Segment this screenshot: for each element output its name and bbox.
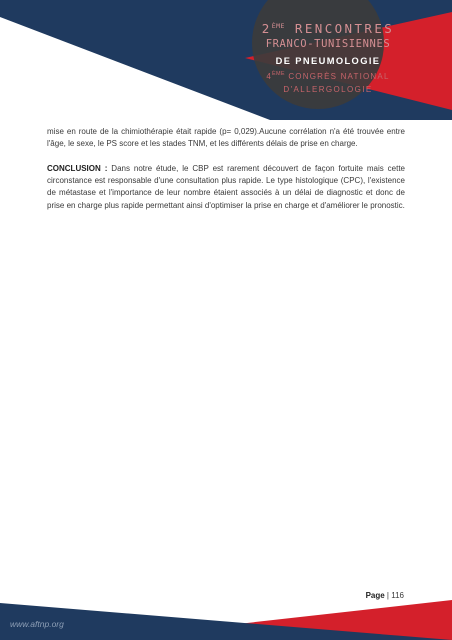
event-edition-number: 2 [261,21,272,36]
page-number [366,591,404,600]
page-number-value: 116 [391,591,404,600]
event-edition-suffix: ÈME [271,22,285,30]
event-title-rencontres: RENCONTRES [294,21,395,36]
event-title-line2: FRANCO-TUNISIENNES [265,38,391,50]
congress-edition-number: 4 [266,72,273,81]
congress-edition-suffix: ÈME [272,71,285,77]
event-subtitle-line1 [246,71,410,81]
website-url: www.aftnp.org [10,619,64,629]
event-title-line3: DE PNEUMOLOGIE [275,56,381,66]
conclusion-paragraph [47,163,405,212]
results-paragraph: mise en route de la chimiothérapie était rapide (p= 0,029).Aucune corrélation n'a été trouvée entre l'âge, le sexe, le PS score et les stades TNM, et les différents délais de prise en charge. [47,127,405,149]
page-label: Page [365,591,385,600]
conclusion-label: CONCLUSION : [47,164,108,173]
page-separator: | [384,591,392,600]
footer-banner [0,600,452,640]
conclusion-text: Dans notre étude, le CBP est rarement découvert de façon fortuite mais cette circonstance est responsable d'une consultation plus rapide. Le type histologique (CPC), l'existence de métastase et l'importance de leur nombre étaient associés à un délai de diagnostic et donc de prise en charge plus rapide permettant ainsi d'optimiser la prise en charge et d'améliorer le pronostic. [47,164,405,210]
event-title-line1 [246,21,410,36]
congress-title: CONGRÈS NATIONAL [288,72,390,81]
event-subtitle-line2: D'ALLERGOLOGIE [283,85,373,94]
